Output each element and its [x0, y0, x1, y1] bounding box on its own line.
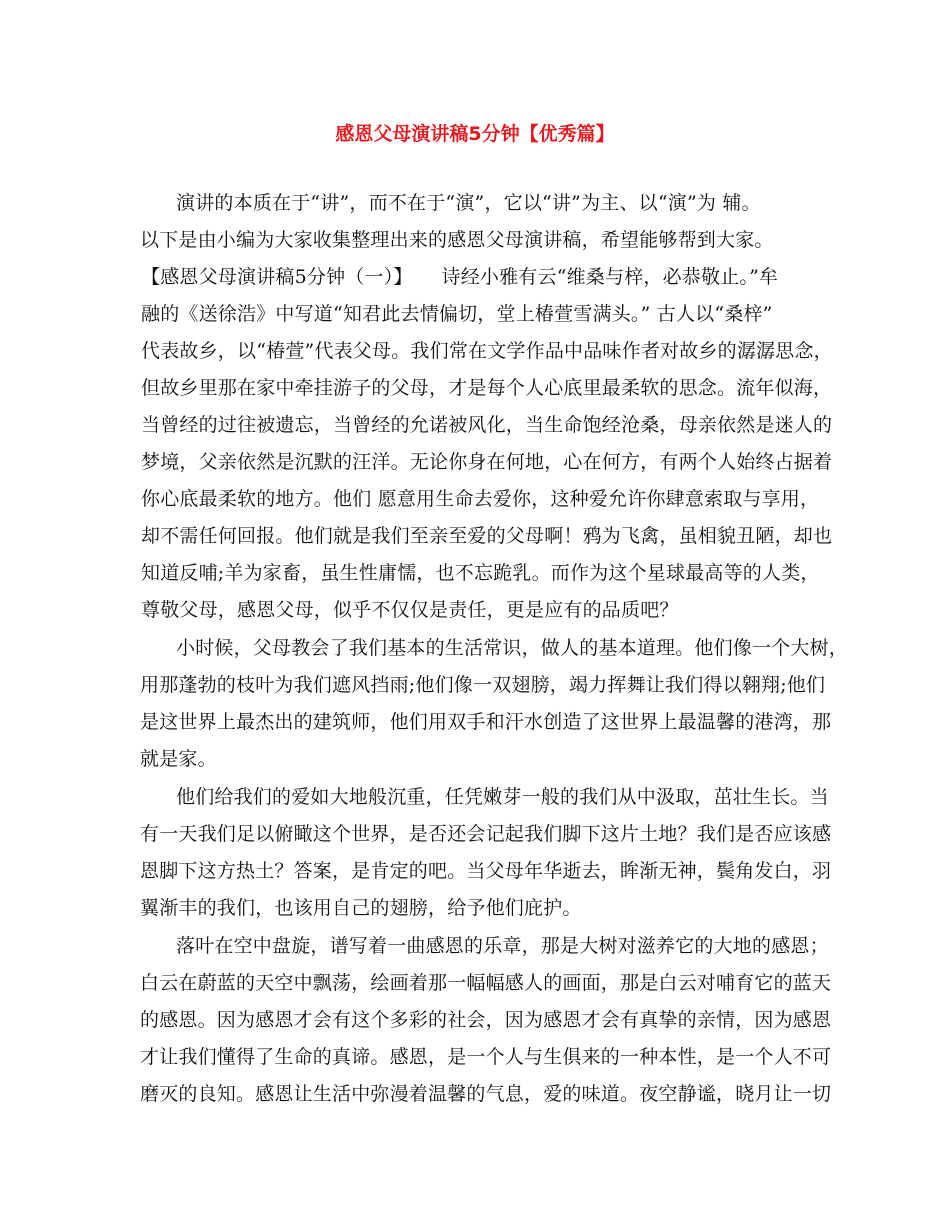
paragraph3-line: 恩脚下这方热土？答案，是肯定的吧。当父母年华逝去，眸渐无神，鬓角发白，羽	[140, 860, 832, 882]
document-title: 感恩父母演讲稿5分钟【优秀篇】	[335, 123, 615, 145]
section1-line: 梦境，父亲依然是沉默的汪洋。无论你身在何地，心在何方，有两个人始终占据着	[141, 451, 833, 473]
paragraph4-line: 的感恩。因为感恩才会有这个多彩的社会，因为感恩才会有真挚的亲情，因为感恩	[140, 1009, 832, 1031]
section1-line: 知道反哺;羊为家畜，虽生性庸懦，也不忘跪乳。而作为这个星球最高等的人类，	[141, 562, 820, 584]
section1-line: 但故乡里那在家中牵挂游子的父母，才是每个人心底里最柔软的思念。流年似海，	[141, 377, 833, 399]
paragraph4-line: 才让我们懂得了生命的真谛。感恩，是一个人与生俱来的一种本性，是一个人不可	[140, 1046, 832, 1068]
intro-line: 演讲的本质在于“讲”，而不在于“演”，它以“讲”为主、以“演”为 辅。	[176, 192, 761, 214]
section1-line: 尊敬父母，感恩父母，似乎不仅仅是责任，更是应有的品质吧？	[141, 599, 679, 621]
paragraph2-line: 小时候，父母教会了我们基本的生活常识，做人的基本道理。他们像一个大树，	[176, 637, 849, 659]
section1-line: 却不需任何回报。他们就是我们至亲至爱的父母啊！鸦为飞禽，虽相貌丑陋，却也	[141, 525, 833, 547]
section1-line: 当曾经的过往被遗忘，当曾经的允诺被风化，当生命饱经沧桑，母亲依然是迷人的	[141, 414, 833, 436]
section1-line: 融的《送徐浩》中写道“知君此去情偏切，堂上椿萱雪满头。” 古人以“桑梓”	[141, 303, 773, 325]
paragraph3-line: 有一天我们足以俯瞰这个世界，是否还会记起我们脚下这片土地？我们是否应该感	[140, 823, 832, 845]
section1-line: 代表故乡，以“椿萱”代表父母。我们常在文学作品中品味作者对故乡的潺潺思念，	[141, 340, 833, 362]
paragraph2-line: 就是家。	[140, 748, 217, 770]
paragraph2-line: 用那蓬勃的枝叶为我们遮风挡雨;他们像一双翅膀，竭力挥舞让我们得以翱翔;他们	[140, 674, 826, 696]
paragraph4-line: 落叶在空中盘旋，谱写着一曲感恩的乐章，那是大树对滋养它的大地的感恩；	[176, 935, 829, 957]
section1-line: 【感恩父母演讲稿5分钟（一）】 诗经小雅有云“维桑与梓，必恭敬止。”牟	[141, 266, 779, 288]
paragraph4-line: 白云在蔚蓝的天空中飘荡，绘画着那一幅幅感人的画面，那是白云对哺育它的蓝天	[140, 972, 832, 994]
intro-line: 以下是由小编为大家收集整理出来的感恩父母演讲稿，希望能够帮到大家。	[140, 229, 774, 251]
paragraph4-line: 磨灭的良知。感恩让生活中弥漫着温馨的气息，爱的味道。夜空静谧，晓月让一切	[140, 1083, 832, 1105]
paragraph3-line: 他们给我们的爱如大地般沉重，任凭嫩芽一般的我们从中汲取，茁壮生长。当	[176, 786, 829, 808]
paragraph3-line: 翼渐丰的我们，也该用自己的翅膀，给予他们庇护。	[140, 897, 582, 919]
section1-line: 你心底最柔软的地方。他们 愿意用生命去爱你，这种爱允许你肆意索取与享用，	[141, 488, 820, 510]
paragraph2-line: 是这世界上最杰出的建筑师，他们用双手和汗水创造了这世界上最温馨的港湾，那	[140, 711, 832, 733]
